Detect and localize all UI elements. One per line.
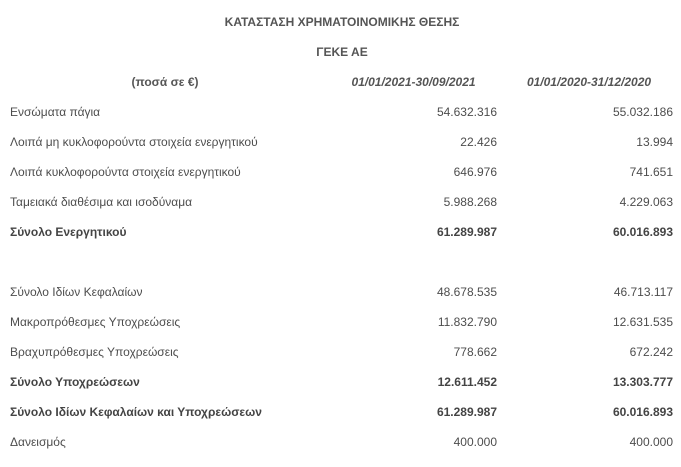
period-1-header: 01/01/2021-30/09/2021 — [351, 75, 476, 89]
row-value-period-1: 48.678.535 — [436, 285, 497, 299]
row-label: Ενσώματα πάγια — [10, 105, 101, 119]
spacer-row — [0, 247, 681, 277]
row-value-period-1: 61.289.987 — [436, 225, 497, 239]
row-value-period-2: 60.016.893 — [612, 405, 673, 419]
row-label: Βραχυπρόθεσμες Υποχρεώσεις — [10, 345, 179, 359]
row-tangible-assets — [0, 97, 681, 127]
period-2-header: 01/01/2020-31/12/2020 — [526, 75, 652, 89]
row-label: Λοιπά κυκλοφορούντα στοιχεία ενεργητικού — [10, 165, 241, 179]
company-name — [0, 37, 681, 67]
row-value-period-1: 11.832.790 — [437, 315, 497, 329]
row-value-period-1: 22.426 — [460, 135, 497, 149]
row-total-equity — [0, 277, 681, 307]
row-total-equity-and-liabilities — [0, 397, 681, 427]
row-label: Σύνολο Ενεργητικού — [10, 225, 127, 239]
table-header — [0, 67, 681, 97]
row-value-period-1: 400.000 — [453, 435, 497, 449]
row-value-period-2: 46.713.117 — [613, 285, 673, 299]
unit-header: (ποσά σε €) — [131, 75, 199, 89]
row-other-current-assets — [0, 157, 681, 187]
row-value-period-1: 61.289.987 — [436, 405, 497, 419]
row-total-liabilities — [0, 367, 681, 397]
row-total-assets — [0, 217, 681, 247]
row-label: Δανεισμός — [10, 435, 66, 449]
row-value-period-2: 672.242 — [629, 345, 673, 359]
row-borrowings — [0, 427, 681, 457]
row-value-period-2: 12.631.535 — [612, 315, 673, 329]
row-value-period-2: 13.994 — [636, 135, 673, 149]
row-cash-and-equivalents — [0, 187, 681, 217]
row-value-period-1: 54.632.316 — [436, 105, 497, 119]
row-label: Σύνολο Ιδίων Κεφαλαίων — [10, 285, 143, 299]
row-value-period-1: 12.611.452 — [437, 375, 497, 389]
row-value-period-1: 778.662 — [453, 345, 497, 359]
row-label: Μακροπρόθεσμες Υποχρεώσεις — [10, 315, 181, 329]
row-other-non-current-assets — [0, 127, 681, 157]
row-label: Λοιπά μη κυκλοφορούντα στοιχεία ενεργητικού — [10, 135, 258, 149]
row-value-period-2: 60.016.893 — [612, 225, 673, 239]
row-value-period-2: 400.000 — [629, 435, 673, 449]
company-name-text: ΓΕΚΕ ΑΕ — [316, 45, 368, 59]
row-label: Ταμειακά διαθέσιμα και ισοδύναμα — [10, 195, 193, 209]
statement-title-text: ΚΑΤΑΣΤΑΣΗ ΧΡΗΜΑΤΟΙΝΟΜΙΚΗΣ ΘΕΣΗΣ — [224, 15, 460, 29]
row-value-period-2: 4.229.063 — [619, 195, 673, 209]
row-value-period-1: 646.976 — [453, 165, 497, 179]
row-label: Σύνολο Ιδίων Κεφαλαίων και Υποχρεώσεων — [10, 405, 262, 419]
row-value-period-2: 13.303.777 — [612, 375, 673, 389]
row-value-period-2: 741.651 — [629, 165, 673, 179]
row-value-period-2: 55.032.186 — [612, 105, 673, 119]
row-long-term-liabilities — [0, 307, 681, 337]
row-short-term-liabilities — [0, 337, 681, 367]
row-value-period-1: 5.988.268 — [443, 195, 497, 209]
statement-title — [0, 7, 681, 37]
row-label: Σύνολο Υποχρεώσεων — [10, 375, 140, 389]
